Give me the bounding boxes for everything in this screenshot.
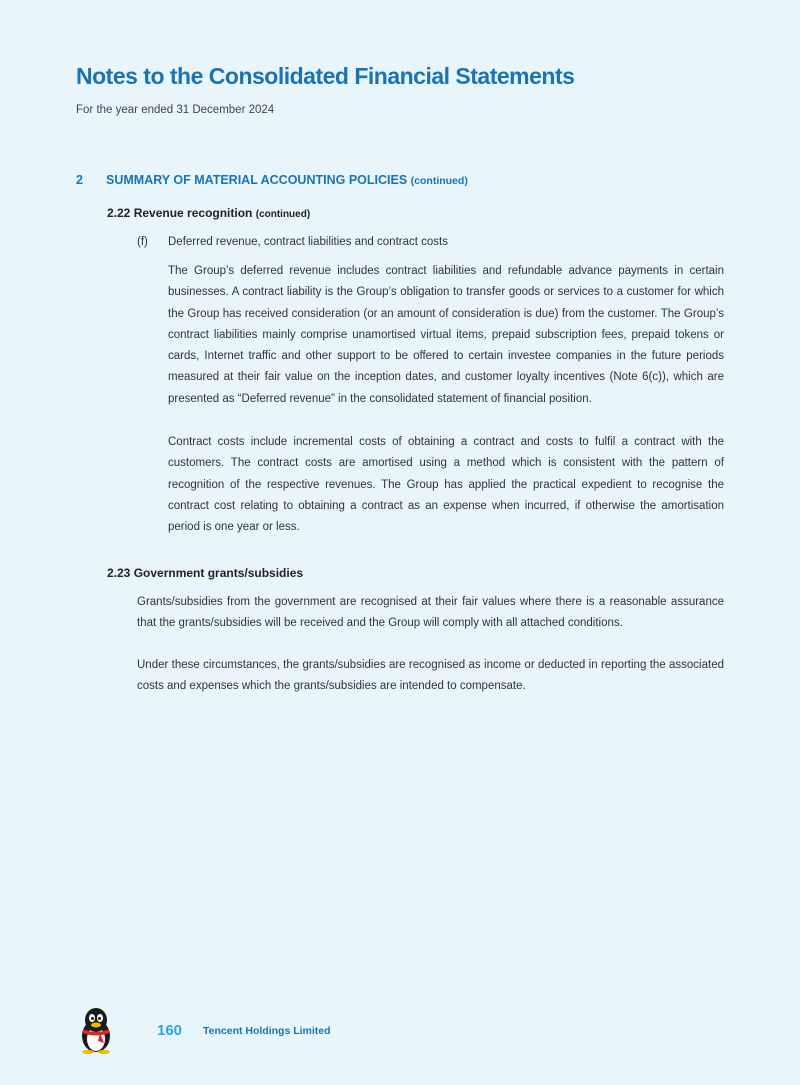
subsection-heading-2-22 [107,206,310,220]
item-label: (f) [137,236,148,248]
section-heading [76,173,468,187]
subsection-title: 2.22 Revenue recognition [107,206,253,220]
subsection-continued: (continued) [255,209,311,220]
paragraph-contract-costs: Contract costs include incremental costs of obtaining a contract and costs to fulfil a contract with the customers. The contract costs are amortised using a method which is consistent with the pattern of recognition of the respective revenues. The Group has applied the practical expedient to recognise the contract cost relating to obtaining a contract as an expense when incurred, if otherwise the amortisation period is one year or less. [168,436,724,534]
company-name: Tencent Holdings Limited [203,1025,331,1037]
paragraph-grants-circumstances: Under these circumstances, the grants/subsidies are recognised as income or deducted in reporting the associated costs and expenses which the grants/subsidies are intended to compensate. [137,659,724,693]
paragraph-deferred-revenue: The Group’s deferred revenue includes contract liabilities and refundable advance payments in certain businesses. A contract liability is the Group’s obligation to transfer goods or services to a customer for which the Group has received consideration (or an amount of consideration is due) from the customer. The Group’s contract liabilities mainly comprise unamortised virtual items, prepaid subscription fees, prepaid tokens or cards, Internet traffic and other support to be offered to certain investee companies in the future periods measured at their fair value on the inception dates, and customer loyalty incentives (Note 6(c)), which are presented as “Deferred revenue” in the consolidated statement of financial position. [168,265,724,405]
item-title: Deferred revenue, contract liabilities and contract costs [168,236,448,248]
page-number: 160 [157,1022,183,1039]
page-title: Notes to the Consolidated Financial Statements [76,63,575,89]
section-title: SUMMARY OF MATERIAL ACCOUNTING POLICIES [106,173,408,187]
subsection-heading-2-23: 2.23 Government grants/subsidies [107,566,304,580]
penguin-logo-icon [76,1006,116,1054]
paragraph-grants-recognition: Grants/subsidies from the government are recognised at their fair values where there is a reasonable assurance that the grants/subsidies will be received and the Group will comply with all attached conditions. [137,596,724,630]
page-subtitle: For the year ended 31 December 2024 [76,104,275,116]
item-f-heading [137,236,448,248]
section-continued: (continued) [410,175,468,187]
section-number: 2 [76,173,83,187]
